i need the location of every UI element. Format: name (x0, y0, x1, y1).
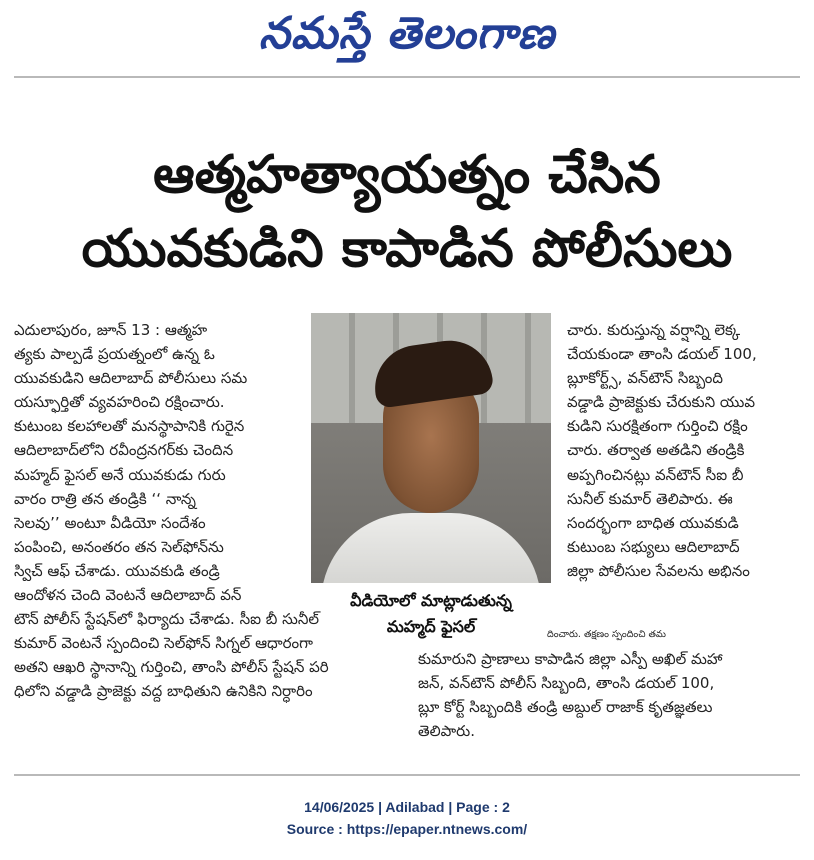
body-line: కుడిని సురక్షితంగా గుర్తించి రక్షిం (567, 417, 748, 436)
body-line: దించారు. తక్షణం స్పందించి తమ (547, 629, 666, 640)
photo-caption-line-1: వీడియోలో మాట్లాడుతున్న (350, 591, 512, 610)
body-line: అతని ఆఖరి స్థానాన్ని గుర్తించి, తాంసి పోలీస్ స్టేషన్ పరి (14, 658, 329, 677)
body-line: తెలిపారు. (418, 722, 475, 741)
body-line: పంపించి, అనంతరం తన సెల్‌ఫోన్‌ను (14, 537, 224, 556)
body-line: ఆందోళన చెంది వెంటనే ఆదిలాబాద్ వన్ (14, 586, 242, 605)
masthead-divider (14, 76, 800, 78)
headline-line-1: ఆత్మహత్యాయత్నం చేసిన (153, 145, 661, 205)
body-line: అప్పగించినట్లు వన్‌టౌన్ సీఐ బీ (567, 465, 744, 484)
body-line: ఆదిలాబాద్‌లోని రవీంద్రనగర్‌కు చెందిన (14, 441, 234, 460)
article-left-column (14, 318, 306, 607)
body-line: బ్లూకోర్ట్స్, వన్‌టౌన్ సిబ్బంది (567, 369, 723, 388)
body-line: ఎదులాపురం, జూన్ 13 : ఆత్మహ (14, 321, 208, 339)
body-line: వడ్డాడి ప్రాజెక్టుకు చేరుకుని యువ (567, 393, 756, 412)
body-line: కుమారుని ప్రాణాలు కాపాడిన జిల్లా ఎస్పీ అఖిల్ మహా (418, 650, 723, 669)
body-line: బ్లూ కోర్ట్ సిబ్బందికి తండ్రి అబ్దుల్ రాజాక్ కృతజ్ఞతలు (418, 698, 713, 717)
body-line: యస్ఫూర్తితో వ్యవహరించి రక్షించారు. (14, 393, 225, 412)
body-line: సునీల్ కుమార్ తెలిపారు. ఈ (567, 489, 733, 508)
article-right-column (567, 318, 800, 583)
body-line: చారు. కురుస్తున్న వర్షాన్ని లెక్క (567, 321, 741, 339)
newspaper-masthead: నమస్తే తెలంగాణ (258, 8, 556, 59)
footer-source-link[interactable]: Source : https://epaper.ntnews.com/ (286, 821, 528, 837)
body-line: మహ్మద్ ఫైసల్ అనే యువకుడు గురు (14, 465, 226, 484)
body-line: కుటుంబ సభ్యులు ఆదిలాబాద్ (567, 537, 740, 556)
body-line: జన్, వన్‌టౌన్ పోలీస్ సిబ్బంది, తాంసి డయల్ 100, (418, 674, 715, 693)
body-line: వారం రాత్రి తన తండ్రికి ‘‘ నాన్న (14, 489, 196, 508)
body-line: టౌన్ పోలీస్ స్టేషన్‌లో ఫిర్యాదు చేశాడు. సీఐ బీ సునీల్ (14, 610, 320, 628)
headline-line-2: యువకుడిని కాపాడిన పోలీసులు (81, 219, 733, 279)
body-line: కుమార్ వెంటనే స్పందించి సెల్‌ఫోన్ సిగ్నల్ ఆధారంగా (14, 634, 313, 653)
body-line: జిల్లా పోలీసుల సేవలను అభినం (567, 561, 750, 580)
footer-dateline: 14/06/2025 | Adilabad | Page : 2 (304, 799, 510, 815)
body-line: చారు. తర్వాత అతడిని తండ్రికి (567, 441, 745, 460)
news-photo (311, 313, 551, 583)
body-line: స్విచ్ ఆఫ్ చేశాడు. యువకుడి తండ్రి (14, 561, 220, 580)
body-line: యువకుడిని ఆదిలాబాద్ పోలీసులు సమ (14, 369, 248, 388)
article-right-column-wide (418, 623, 800, 743)
footer-divider (14, 774, 800, 776)
body-line: చేయకుండా తాంసి డయల్ 100, (567, 345, 757, 364)
photo-shirt (321, 513, 541, 583)
body-line: త్యకు పాల్పడే ప్రయత్నంలో ఉన్న ఓ (14, 345, 215, 364)
body-line: ధిలోని వడ్డాడి ప్రాజెక్టు వద్ద బాధితుని ఉనికిని నిర్ధారిం (14, 682, 313, 701)
body-line: సందర్భంగా బాధిత యువకుడి (567, 513, 739, 532)
photo-caption-line-2: మహ్మద్ ఫైసల్ (386, 617, 476, 636)
body-line: సెలవు’’ అంటూ వీడియో సందేశం (14, 513, 206, 532)
body-line: కుటుంబ కలహాలతో మనస్థాపానికి గురైన (14, 417, 245, 436)
